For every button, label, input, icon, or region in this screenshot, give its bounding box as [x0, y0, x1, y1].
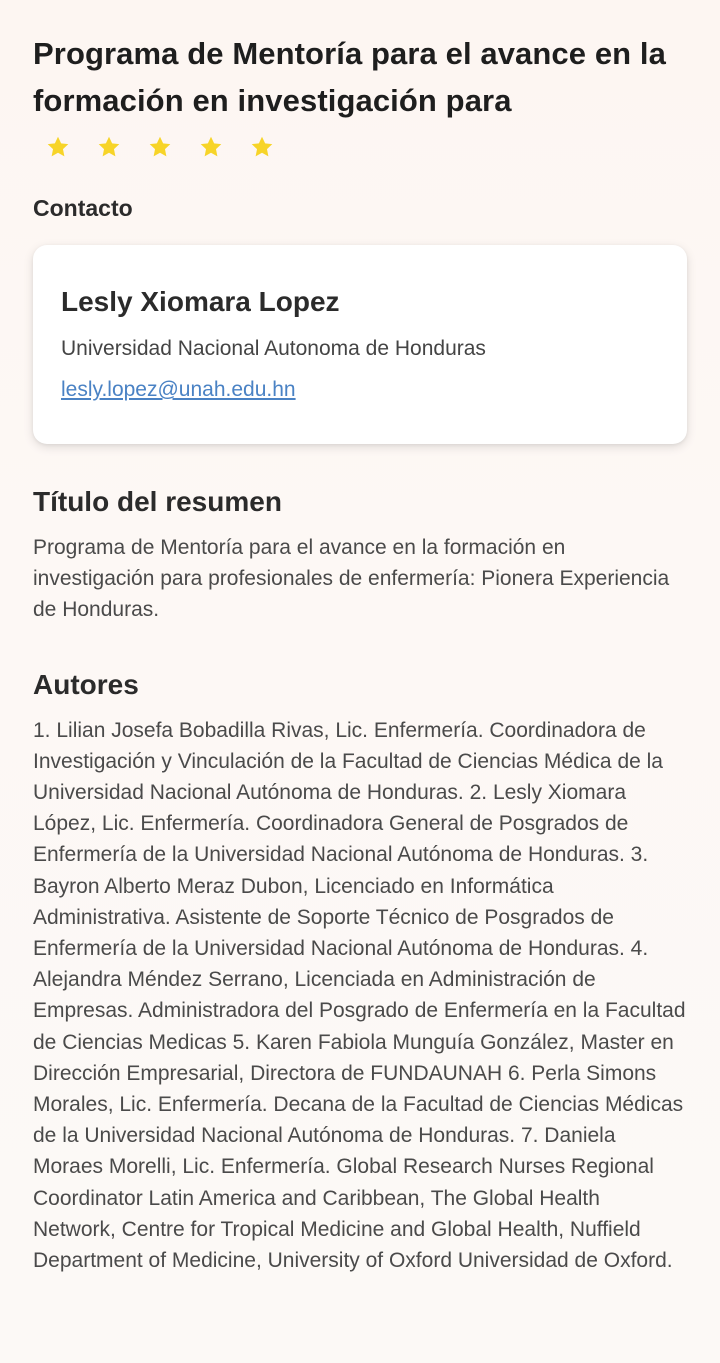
authors-text: 1. Lilian Josefa Bobadilla Rivas, Lic. Enfermería. Coordinadora de Investigación y Vinculación de la Facultad de Ciencias Médica de la Universidad Nacional Autónoma de Honduras. 2. Lesly Xiomara López, Lic. Enfermería. Coordinadora General de Posgrados de Enfermería de la Universidad Nacional Autónoma de Honduras. 3. Bayron Alberto Meraz Dubon, Licenciado en Informática Administrativa. Asistente de Soporte Técnico de Posgrados de Enfermería de la Universidad Nacional Autónoma de Honduras. 4. Alejandra Méndez Serrano, Licenciada en Administración de Empresas. Administradora del Posgrado de Enfermería en la Facultad de Ciencias Medicas 5. Karen Fabiola Munguía González, Master en Dirección Empresarial, Directora de FUNDAUNAH 6. Perla Simons Morales, Lic. Enfermería. Decana de la Facultad de Ciencias Médicas de la Universidad Nacional Autónoma de Honduras. 7. Daniela Moraes Morelli, Lic. Enfermería. Global Research Nurses Regional Coordinator Latin America and Caribbean, The Global Health Network, Centre for Tropical Medicine and Global Health, Nuffield Department of Medicine, University of Oxford Universidad de Oxford. [33, 718, 686, 1273]
star-icon[interactable] [96, 134, 122, 160]
page-title: Programa de Mentoría para el avance en la formación en investigación para [33, 36, 666, 118]
star-rating[interactable] [45, 132, 687, 162]
star-icon[interactable] [249, 134, 275, 160]
star-icon[interactable] [147, 134, 173, 160]
authors-heading: Autores [33, 668, 139, 700]
star-icon[interactable] [45, 134, 71, 160]
star-icon[interactable] [198, 134, 224, 160]
contact-name: Lesly Xiomara Lopez [61, 286, 340, 317]
contact-card [33, 245, 687, 444]
abstract-text: Programa de Mentoría para el avance en la formación en investigación para profesionales de enfermería: Pionera Experiencia de Honduras. [33, 536, 670, 622]
contact-email-link[interactable]: lesly.lopez@unah.edu.hn [61, 378, 296, 401]
contact-section-label: Contacto [33, 195, 133, 221]
contact-organization: Universidad Nacional Autonoma de Honduras [61, 337, 486, 360]
abstract-heading: Título del resumen [33, 486, 282, 517]
page-content [33, 0, 687, 1276]
